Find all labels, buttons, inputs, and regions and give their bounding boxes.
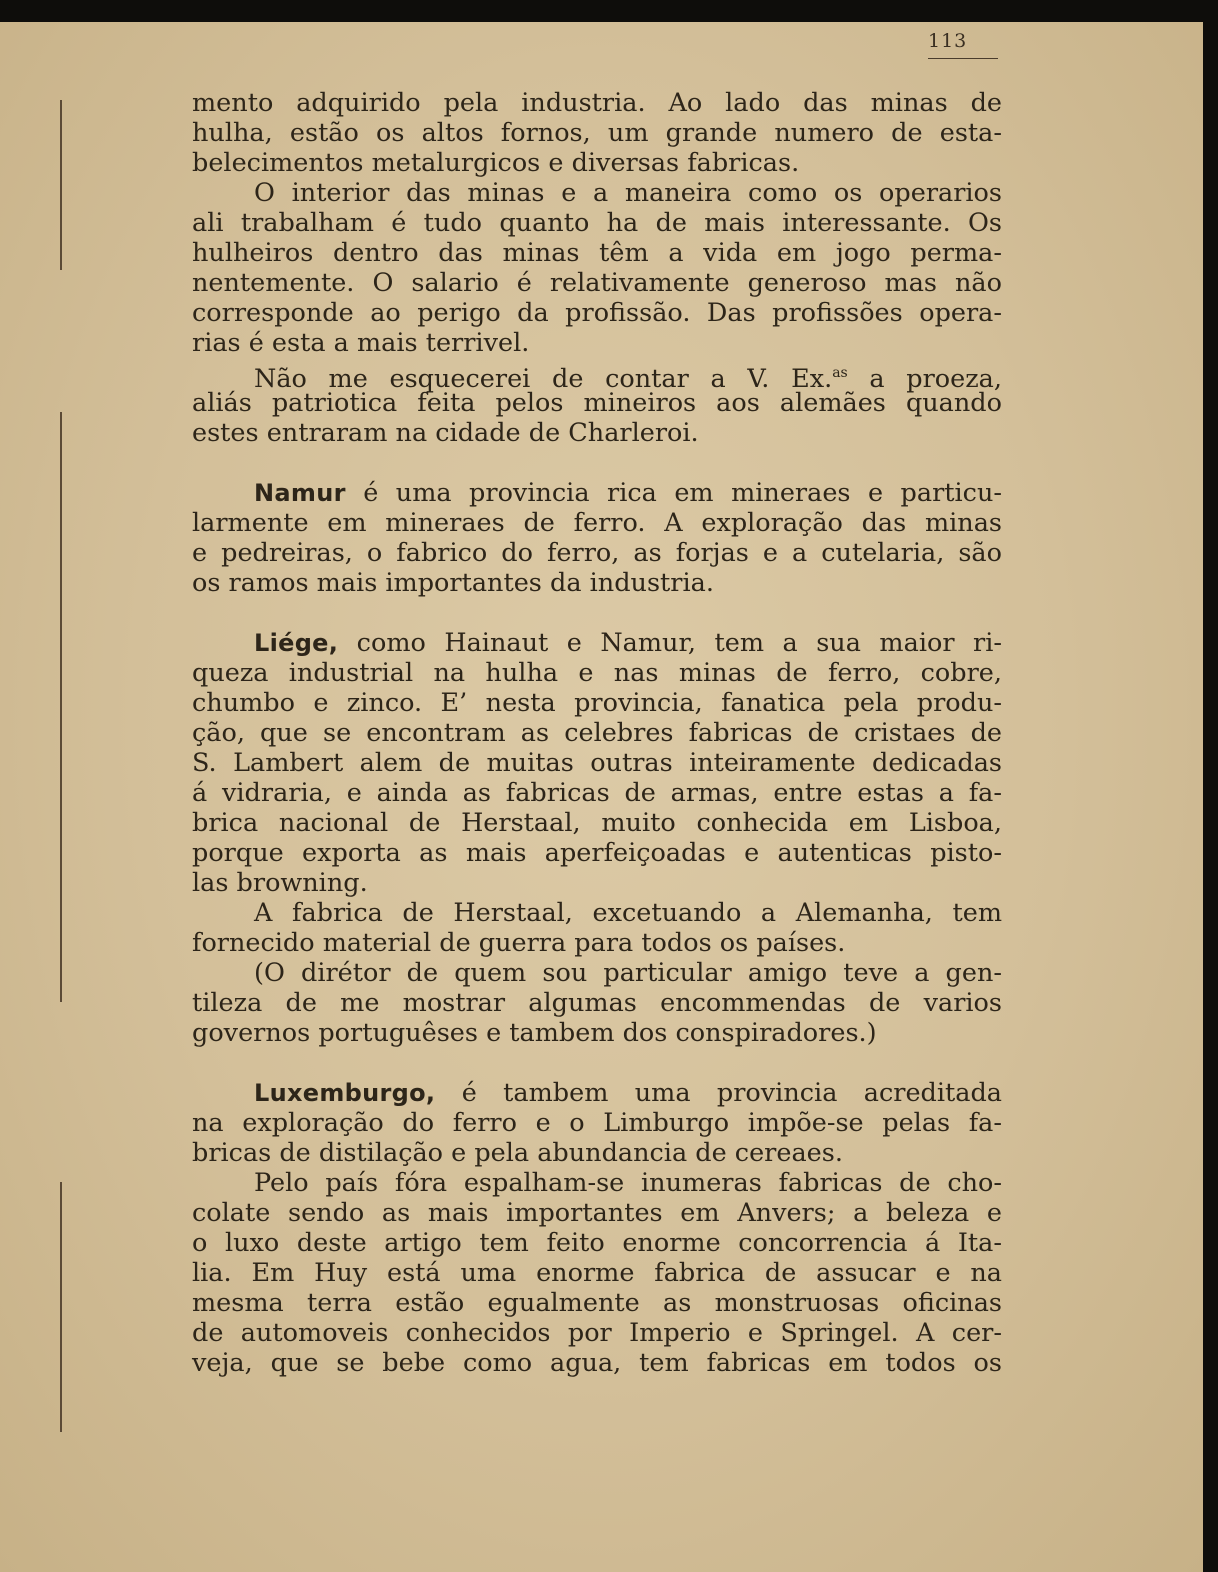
margin-rule: [60, 412, 62, 1002]
text-fragment: a proeza,: [847, 364, 1002, 394]
superscript: as: [832, 365, 848, 381]
text-line: belecimentos metalurgicos e diversas fabricas.: [192, 148, 800, 178]
text-fragment: é tambem uma provincia acreditada: [435, 1078, 1002, 1108]
text-line: mento adquirido pela industria. Ao lado das minas de: [192, 88, 1002, 118]
text-line: S. Lambert alem de muitas outras inteiramente dedicadas: [192, 748, 1002, 778]
paragraph-gap: [192, 598, 1002, 628]
text-line: hulheiros dentro das minas têm a vida em jogo perma-: [192, 238, 1002, 268]
text-line: bricas de distilação e pela abundancia de cereaes.: [192, 1138, 843, 1168]
section-heading-liege: Liége,: [254, 629, 339, 657]
page-number: 113: [928, 30, 968, 52]
text-line: os ramos mais importantes da industria.: [192, 568, 714, 598]
page-number-rule: [928, 58, 998, 59]
margin-rule: [60, 100, 62, 270]
text-line: [192, 1078, 1002, 1108]
text-fragment: como Hainaut e Namur, tem a sua maior ri-: [338, 628, 1002, 658]
text-line: queza industrial na hulha e nas minas de ferro, cobre,: [192, 658, 1002, 688]
text-line: [192, 478, 1002, 508]
text-line: [192, 358, 1002, 394]
text-line: e pedreiras, o fabrico do ferro, as forjas e a cutelaria, são: [192, 538, 1002, 568]
section-heading-namur: Namur: [254, 479, 346, 507]
text-line: (O dirétor de quem sou particular amigo teve a gen-: [254, 958, 1002, 988]
text-line: veja, que se bebe como agua, tem fabricas em todos os: [192, 1348, 1002, 1378]
text-line: Pelo país fóra espalham-se inumeras fabricas de cho-: [254, 1168, 1002, 1198]
text-line: A fabrica de Herstaal, excetuando a Alemanha, tem: [254, 898, 1002, 928]
text-line: aliás patriotica feita pelos mineiros aos alemães quando: [192, 388, 1002, 418]
text-line: fornecido material de guerra para todos os países.: [192, 928, 846, 958]
text-line: estes entraram na cidade de Charleroi.: [192, 418, 699, 448]
paragraph-gap: [192, 1048, 1002, 1078]
text-line: o luxo deste artigo tem feito enorme concorrencia á Ita-: [192, 1228, 1002, 1258]
text-fragment: é uma provincia rica em mineraes e particu-: [345, 478, 1002, 508]
text-line: O interior das minas e a maneira como os operarios: [254, 178, 1002, 208]
text-line: ção, que se encontram as celebres fabricas de cristaes de: [192, 718, 1002, 748]
margin-rule: [60, 1182, 62, 1432]
text-line: ali trabalham é tudo quanto ha de mais interessante. Os: [192, 208, 1002, 238]
text-line: colate sendo as mais importantes em Anvers; a beleza e: [192, 1198, 1002, 1228]
text-line: governos portuguêses e tambem dos conspiradores.): [192, 1018, 877, 1048]
book-page: [0, 22, 1203, 1572]
text-line: las browning.: [192, 868, 368, 898]
text-line: rias é esta a mais terrivel.: [192, 328, 530, 358]
text-line: na exploração do ferro e o Limburgo impõe-se pelas fa-: [192, 1108, 1002, 1138]
section-heading-luxemburgo: Luxemburgo,: [254, 1079, 436, 1107]
text-line: de automoveis conhecidos por Imperio e Springel. A cer-: [192, 1318, 1002, 1348]
text-line: brica nacional de Herstaal, muito conhecida em Lisboa,: [192, 808, 1002, 838]
text-line: mesma terra estão egualmente as monstruosas oficinas: [192, 1288, 1002, 1318]
body-text: [192, 88, 1002, 1378]
text-line: chumbo e zinco. E’ nesta provincia, fanatica pela produ-: [192, 688, 1002, 718]
text-line: nentemente. O salario é relativamente generoso mas não: [192, 268, 1002, 298]
text-line: á vidraria, e ainda as fabricas de armas, entre estas a fa-: [192, 778, 1002, 808]
text-line: lia. Em Huy está uma enorme fabrica de assucar e na: [192, 1258, 1002, 1288]
text-line: hulha, estão os altos fornos, um grande numero de esta-: [192, 118, 1002, 148]
text-line: corresponde ao perigo da profissão. Das profissões opera-: [192, 298, 1002, 328]
text-fragment: Não me esquecerei de contar a V. Ex.: [254, 364, 833, 394]
text-line: [192, 628, 1002, 658]
text-line: tileza de me mostrar algumas encommendas de varios: [192, 988, 1002, 1018]
paragraph-gap: [192, 448, 1002, 478]
text-line: larmente em mineraes de ferro. A exploração das minas: [192, 508, 1002, 538]
text-line: porque exporta as mais aperfeiçoadas e autenticas pisto-: [192, 838, 1002, 868]
